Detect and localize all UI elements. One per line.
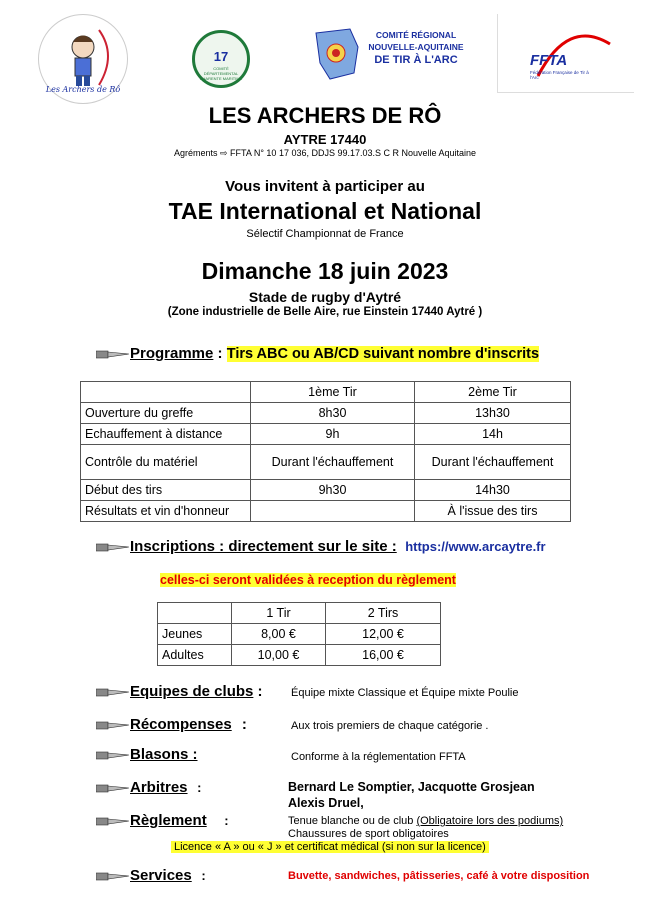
reglement-line2: Chaussures de sport obligatoires (288, 828, 449, 840)
table-row: 1 Tir 2 Tirs (158, 603, 441, 624)
event-address: (Zone industrielle de Belle Aire, rue Einstein 17440 Aytré ) (167, 306, 483, 318)
ffta-logo (497, 14, 634, 93)
inscriptions-label: Inscriptions : directement sur le site : (130, 538, 397, 555)
club-name: LES ARCHERS DE RÔ (208, 103, 442, 128)
pointing-hand-icon (96, 870, 130, 882)
reglement-highlight: Licence « A » ou « J » et certificat médical (si non sur la licence) (171, 841, 489, 853)
table-row: Adultes 10,00 € 16,00 € (158, 645, 441, 666)
club-city: AYTRE 17440 (283, 132, 367, 147)
event-venue: Stade de rugby d'Aytré (248, 289, 402, 305)
programme-table (80, 381, 571, 522)
pointing-hand-icon (96, 719, 130, 731)
programme-label: Programme (130, 345, 214, 362)
table-row: Contrôle du matériel Durant l'échauffement Durant l'échauffement (81, 445, 571, 480)
pointing-hand-icon (96, 782, 130, 794)
equipes-line: Equipes de clubs : (96, 683, 263, 701)
inscriptions-line (96, 538, 546, 556)
equipes-text: Équipe mixte Classique et Équipe mixte Poulie (291, 687, 519, 699)
club-logo-caption: Les Archers de Rô (45, 85, 121, 94)
blasons-text: Conforme à la réglementation FFTA (291, 751, 466, 763)
reglement-label: Règlement (130, 812, 207, 829)
table-row: Début des tirs 9h30 14h30 (81, 480, 571, 501)
agrements: Agréments ⇨ FFTA N° 10 17 036, DDJS 99.17.03.S C R Nouvelle Aquitaine (173, 148, 477, 158)
recompenses-line: Récompenses : (96, 716, 247, 734)
pointing-hand-icon (96, 815, 130, 827)
arbitres-line: Arbitres : (96, 779, 201, 797)
nouvelle-aquitaine-map-icon (310, 27, 362, 81)
departement-text: COMITÉ DÉPARTEMENTAL CHARENTE MARITIME (199, 66, 243, 81)
tarifs-table (157, 602, 441, 666)
arbitres-line2: Alexis Druel, (288, 796, 364, 810)
inscriptions-note: celles-ci seront validées à reception du règlement (160, 573, 456, 587)
pointing-hand-icon (96, 686, 130, 698)
event-date: Dimanche 18 juin 2023 (201, 258, 449, 284)
blasons-label: Blasons : (130, 746, 198, 763)
pointing-hand-icon (96, 749, 130, 761)
blasons-line (96, 746, 198, 764)
table-row: Ouverture du greffe 8h30 13h30 (81, 403, 571, 424)
inscriptions-url-link[interactable]: https://www.arcaytre.fr (405, 539, 546, 554)
equipes-label: Equipes de clubs (130, 683, 254, 700)
reglement-line1: Tenue blanche ou de club (Obligatoire lors des podiums) (288, 815, 564, 827)
programme-highlight: Tirs ABC ou AB/CD suivant nombre d'inscrits (226, 346, 540, 362)
pointing-hand-icon (96, 348, 130, 360)
reglement-line: Règlement : (96, 812, 229, 830)
programme-line: Programme : Tirs ABC ou AB/CD suivant nombre d'inscrits (96, 345, 539, 363)
pointing-hand-icon (96, 541, 130, 553)
services-label: Services (130, 867, 192, 884)
table-row: Résultats et vin d'honneur À l'issue des tirs (81, 501, 571, 522)
recompenses-label: Récompenses (130, 716, 232, 733)
recompenses-text: Aux trois premiers de chaque catégorie . (291, 720, 489, 732)
ffta-logo-subtext: Fédération Française de Tir à l'Arc (530, 70, 589, 80)
ffta-logo-text: FFTA (530, 52, 568, 69)
invite-text: Vous invitent à participer au (225, 178, 425, 195)
arbitres-line1: Bernard Le Somptier, Jacquotte Grosjean (288, 780, 535, 794)
arbitres-label: Arbitres (130, 779, 188, 796)
departement-logo (192, 30, 250, 88)
club-logo (38, 14, 128, 104)
table-row: Echauffement à distance 9h 14h (81, 424, 571, 445)
event-subtitle: Sélectif Championnat de France (246, 228, 404, 240)
table-row: 1ème Tir 2ème Tir (81, 382, 571, 403)
table-row: Jeunes 8,00 € 12,00 € (158, 624, 441, 645)
regional-logo-text: COMITÉ RÉGIONAL NOUVELLE-AQUITAINE DE TIR À L'ARC (368, 30, 464, 66)
event-title: TAE International et National (168, 198, 482, 224)
services-line: Services : (96, 867, 206, 885)
services-text: Buvette, sandwiches, pâtisseries, café à votre disposition (288, 870, 590, 882)
departement-number: 17 (213, 49, 229, 64)
regional-logo (310, 27, 474, 81)
